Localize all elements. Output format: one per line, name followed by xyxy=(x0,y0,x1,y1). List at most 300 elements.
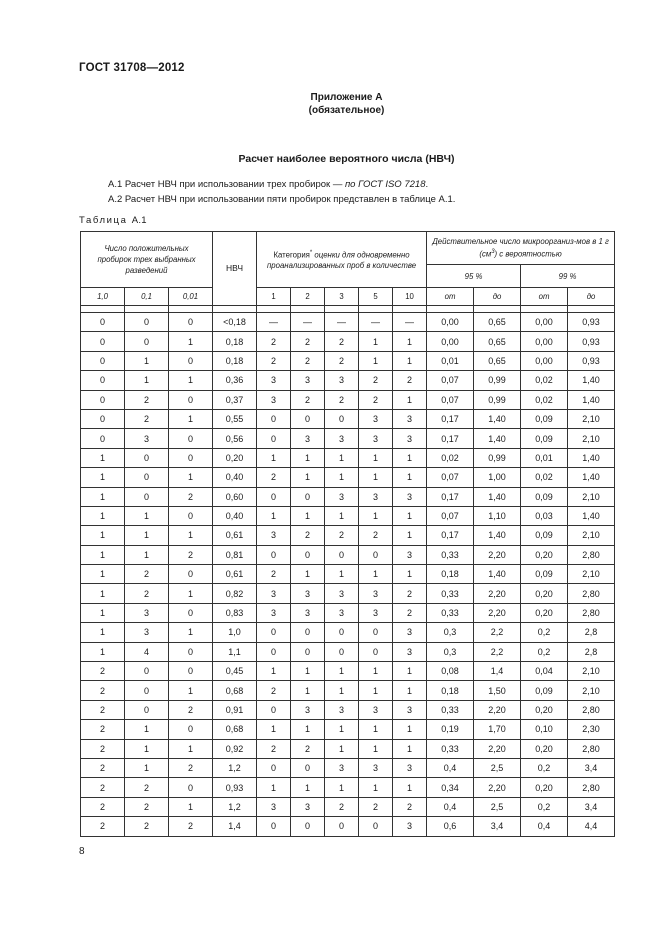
table-row xyxy=(81,797,615,816)
table-cell: 1 xyxy=(125,371,169,390)
table-cell: 0,4 xyxy=(427,758,474,777)
table-cell: 3 xyxy=(325,584,359,603)
table-cell: 1,70 xyxy=(474,720,521,739)
table-cell: 0 xyxy=(169,565,213,584)
table-row xyxy=(81,565,615,584)
table-cell: 1 xyxy=(169,584,213,603)
table-cell: 1,40 xyxy=(568,390,615,409)
header-count: 2 xyxy=(291,288,325,306)
header-category: Категория* оценки для одновременно проанализированных проб в количестве xyxy=(257,232,427,288)
table-cell: 2,20 xyxy=(474,778,521,797)
header-prob-95: 95 % xyxy=(427,265,521,288)
table-cell: 0 xyxy=(169,720,213,739)
table-cell: 2,20 xyxy=(474,584,521,603)
table-cell: 0,61 xyxy=(213,526,257,545)
table-cell: 2 xyxy=(257,565,291,584)
table-cell: 1 xyxy=(81,642,125,661)
table-cell: 1 xyxy=(359,681,393,700)
table-cell: 1 xyxy=(393,390,427,409)
table-cell: 0,91 xyxy=(213,700,257,719)
table-cell: 2 xyxy=(169,545,213,564)
table-row xyxy=(81,351,615,370)
table-cell: 1 xyxy=(81,565,125,584)
table-cell: 2,20 xyxy=(474,545,521,564)
table-cell: 1 xyxy=(325,720,359,739)
table-cell: 0,65 xyxy=(474,313,521,332)
table-cell: 2 xyxy=(291,332,325,351)
table-cell: 3 xyxy=(393,623,427,642)
table-cell: 2,80 xyxy=(568,603,615,622)
table-cell: 0,93 xyxy=(213,778,257,797)
table-cell: 0,09 xyxy=(521,487,568,506)
table-cell: 1,40 xyxy=(568,371,615,390)
table-cell: 2 xyxy=(393,371,427,390)
table-cell: 3 xyxy=(359,758,393,777)
table-cell: 2 xyxy=(81,817,125,836)
table-cell: 1 xyxy=(359,739,393,758)
table-cell: 0,17 xyxy=(427,487,474,506)
table-cell: 2,10 xyxy=(568,681,615,700)
table-row xyxy=(81,429,615,448)
table-cell: 2 xyxy=(359,797,393,816)
table-cell: 2 xyxy=(359,371,393,390)
table-cell: 4,4 xyxy=(568,817,615,836)
table-cell: 1 xyxy=(359,720,393,739)
table-cell: 2 xyxy=(81,720,125,739)
table-cell: 0 xyxy=(325,817,359,836)
table-row xyxy=(81,700,615,719)
table-cell: 2 xyxy=(81,681,125,700)
table-cell: 0,00 xyxy=(427,313,474,332)
table-cell: 3 xyxy=(291,429,325,448)
table-cell: 0 xyxy=(125,468,169,487)
table-cell: 0,3 xyxy=(427,642,474,661)
table-cell: 0 xyxy=(169,778,213,797)
table-cell: 1 xyxy=(257,778,291,797)
table-cell: 3 xyxy=(359,487,393,506)
table-cell: 1 xyxy=(393,739,427,758)
table-cell: 1 xyxy=(393,778,427,797)
table-cell: 0,17 xyxy=(427,409,474,428)
header-count: 10 xyxy=(393,288,427,306)
table-cell: 2 xyxy=(125,584,169,603)
table-row xyxy=(81,390,615,409)
table-cell: 0,40 xyxy=(213,506,257,525)
header-actual-count: Действительное число микроорганиз-мов в 1 г $(см^3)$ с вероятностью xyxy=(427,232,615,265)
table-cell: 3 xyxy=(359,603,393,622)
table-cell: 0 xyxy=(125,487,169,506)
table-cell: 3 xyxy=(359,429,393,448)
table-cell: 0 xyxy=(169,662,213,681)
table-cell: 1 xyxy=(393,662,427,681)
table-cell: 2 xyxy=(257,332,291,351)
table-cell: 3 xyxy=(291,584,325,603)
table-cell: 0 xyxy=(291,487,325,506)
table-cell: 2,80 xyxy=(568,545,615,564)
table-cell: 0,20 xyxy=(521,778,568,797)
header-count: 5 xyxy=(359,288,393,306)
header-prob-99: 99 % xyxy=(521,265,615,288)
header-to: до xyxy=(568,288,615,306)
appendix-title: Приложение А xyxy=(310,92,383,103)
table-cell: 3 xyxy=(325,758,359,777)
table-cell: 2,8 xyxy=(568,642,615,661)
table-row xyxy=(81,448,615,467)
table-cell: 0 xyxy=(125,700,169,719)
paragraph-a2: А.2 Расчет НВЧ при использовании пяти пробирок представлен в таблице А.1. xyxy=(108,194,456,205)
table-cell: 2 xyxy=(81,778,125,797)
table-cell: 2,20 xyxy=(474,700,521,719)
table-cell: 0 xyxy=(257,545,291,564)
table-cell: 1 xyxy=(125,545,169,564)
table-cell: 1 xyxy=(169,797,213,816)
paragraph-a1: А.1 Расчет НВЧ при использовании трех пробирок — по ГОСТ ISO 7218. xyxy=(108,179,429,190)
table-cell: 1 xyxy=(81,448,125,467)
table-cell: 0,04 xyxy=(521,662,568,681)
table-cell: 0 xyxy=(325,642,359,661)
table-cell: 1 xyxy=(291,468,325,487)
table-row xyxy=(81,739,615,758)
table-cell: 0,02 xyxy=(521,390,568,409)
table-cell: 3 xyxy=(257,584,291,603)
table-cell: 1 xyxy=(359,662,393,681)
table-cell: 0,61 xyxy=(213,565,257,584)
table-cell: 0,20 xyxy=(521,584,568,603)
table-cell: 0 xyxy=(169,429,213,448)
table-cell: 2 xyxy=(393,797,427,816)
table-cell: 1,40 xyxy=(474,565,521,584)
table-cell: 0,65 xyxy=(474,332,521,351)
table-cell: 1 xyxy=(125,506,169,525)
table-cell: 2 xyxy=(291,526,325,545)
table-cell: 2 xyxy=(125,565,169,584)
table-cell: 0,68 xyxy=(213,720,257,739)
table-cell: 2 xyxy=(169,487,213,506)
table-cell: 3 xyxy=(359,584,393,603)
table-cell: 1 xyxy=(291,448,325,467)
table-cell: 0,09 xyxy=(521,409,568,428)
table-cell: 1 xyxy=(125,526,169,545)
table-cell: 1 xyxy=(325,778,359,797)
table-cell: 0 xyxy=(81,313,125,332)
table-cell: 0,20 xyxy=(521,700,568,719)
table-cell: 2 xyxy=(169,758,213,777)
table-cell: 0 xyxy=(169,390,213,409)
table-cell: 1 xyxy=(359,332,393,351)
table-cell: 2,5 xyxy=(474,797,521,816)
table-cell: 1 xyxy=(291,720,325,739)
table-cell: 1 xyxy=(359,351,393,370)
table-cell: 2,80 xyxy=(568,778,615,797)
table-cell: 0,2 xyxy=(521,758,568,777)
table-cell: 0 xyxy=(169,603,213,622)
table-cell: 3 xyxy=(393,487,427,506)
table-cell: 3 xyxy=(325,603,359,622)
table-cell: 1 xyxy=(291,565,325,584)
table-cell: 0 xyxy=(125,448,169,467)
table-cell: 0 xyxy=(257,487,291,506)
table-cell: 0,17 xyxy=(427,526,474,545)
table-cell: 2,8 xyxy=(568,623,615,642)
table-cell: 0 xyxy=(325,623,359,642)
table-cell: 1 xyxy=(169,526,213,545)
table-cell: 0,2 xyxy=(521,623,568,642)
document-id: ГОСТ 31708—2012 xyxy=(79,62,185,74)
table-cell: 1 xyxy=(393,720,427,739)
table-cell: 0 xyxy=(257,429,291,448)
table-cell: 1 xyxy=(81,603,125,622)
table-cell: 0 xyxy=(81,429,125,448)
table-cell: 2,10 xyxy=(568,662,615,681)
table-cell: 2 xyxy=(291,351,325,370)
page-number: 8 xyxy=(79,846,85,857)
table-cell: 0,20 xyxy=(521,739,568,758)
table-cell: 3 xyxy=(125,429,169,448)
table-cell: 2 xyxy=(81,700,125,719)
table-cell: 0 xyxy=(125,662,169,681)
table-cell: 0,4 xyxy=(521,817,568,836)
table-cell: 2,5 xyxy=(474,758,521,777)
table-cell: 1 xyxy=(81,584,125,603)
table-cell: 3 xyxy=(291,603,325,622)
table-cell: 1 xyxy=(325,468,359,487)
table-cell: 1 xyxy=(291,681,325,700)
table-cell: 2 xyxy=(125,797,169,816)
table-cell: 1 xyxy=(359,448,393,467)
table-cell: 3 xyxy=(291,371,325,390)
header-dilution: 0,1 xyxy=(125,288,169,306)
table-cell: 1,40 xyxy=(474,526,521,545)
table-row xyxy=(81,526,615,545)
table-cell: 0,10 xyxy=(521,720,568,739)
table-cell: 3 xyxy=(325,700,359,719)
table-cell: 3 xyxy=(359,409,393,428)
table-cell: 0 xyxy=(169,313,213,332)
table-cell: 0 xyxy=(169,448,213,467)
nvch-table xyxy=(80,231,615,837)
table-cell: <0,18 xyxy=(213,313,257,332)
table-cell: 2 xyxy=(325,390,359,409)
table-cell: 0,09 xyxy=(521,681,568,700)
table-cell: 0 xyxy=(257,817,291,836)
table-cell: 0 xyxy=(291,409,325,428)
table-cell: 0,19 xyxy=(427,720,474,739)
table-cell: 2 xyxy=(325,351,359,370)
table-cell: 1 xyxy=(125,720,169,739)
table-cell: 1 xyxy=(169,409,213,428)
table-cell: 0,3 xyxy=(427,623,474,642)
table-cell: 2 xyxy=(81,758,125,777)
table-cell: 0,92 xyxy=(213,739,257,758)
table-cell: 0,08 xyxy=(427,662,474,681)
table-cell: 2,10 xyxy=(568,429,615,448)
table-cell: 3,4 xyxy=(474,817,521,836)
header-dilution: 0,01 xyxy=(169,288,213,306)
table-cell: — xyxy=(291,313,325,332)
table-row xyxy=(81,720,615,739)
table-cell: 1,40 xyxy=(568,468,615,487)
table-cell: 2,80 xyxy=(568,584,615,603)
table-cell: 1,4 xyxy=(213,817,257,836)
table-cell: 2 xyxy=(359,390,393,409)
table-cell: 2 xyxy=(125,778,169,797)
table-cell: 0,09 xyxy=(521,429,568,448)
table-cell: 3 xyxy=(393,545,427,564)
table-cell: 1 xyxy=(325,565,359,584)
table-cell: 1 xyxy=(257,662,291,681)
table-cell: 3 xyxy=(325,371,359,390)
table-cell: 0,00 xyxy=(521,332,568,351)
table-cell: 1 xyxy=(393,468,427,487)
table-cell: 1 xyxy=(257,448,291,467)
table-cell: 0 xyxy=(359,642,393,661)
table-cell: 0,01 xyxy=(427,351,474,370)
table-cell: 1 xyxy=(291,662,325,681)
table-cell: 1 xyxy=(81,468,125,487)
table-cell: 0 xyxy=(169,642,213,661)
table-cell: 1 xyxy=(393,351,427,370)
header-from: от xyxy=(427,288,474,306)
table-cell: 0,55 xyxy=(213,409,257,428)
table-cell: 0,93 xyxy=(568,351,615,370)
table-cell: 0,68 xyxy=(213,681,257,700)
table-cell: 0,83 xyxy=(213,603,257,622)
table-cell: 1,40 xyxy=(568,506,615,525)
table-row xyxy=(81,778,615,797)
table-cell: 0,6 xyxy=(427,817,474,836)
header-count: 3 xyxy=(325,288,359,306)
table-cell: 0,81 xyxy=(213,545,257,564)
table-cell: 3 xyxy=(393,642,427,661)
table-cell: 2 xyxy=(325,332,359,351)
table-cell: 1 xyxy=(359,506,393,525)
table-cell: 1 xyxy=(81,623,125,642)
table-row xyxy=(81,506,615,525)
table-row xyxy=(81,313,615,332)
table-cell: 1 xyxy=(291,778,325,797)
table-cell: 0,18 xyxy=(213,351,257,370)
header-to: до xyxy=(474,288,521,306)
table-cell: 1 xyxy=(393,506,427,525)
section-title: Расчет наиболее вероятного числа (НВЧ) xyxy=(238,153,455,165)
table-row xyxy=(81,603,615,622)
table-cell: 2,10 xyxy=(568,409,615,428)
table-cell: 1 xyxy=(393,565,427,584)
table-cell: 1 xyxy=(393,681,427,700)
table-cell: 2,80 xyxy=(568,739,615,758)
table-cell: 2 xyxy=(169,817,213,836)
table-cell: — xyxy=(393,313,427,332)
table-cell: 0,2 xyxy=(521,642,568,661)
table-cell: 0 xyxy=(359,817,393,836)
table-cell: 0,18 xyxy=(427,681,474,700)
table-cell: 0,93 xyxy=(568,332,615,351)
table-cell: 3 xyxy=(359,700,393,719)
table-cell: 0,37 xyxy=(213,390,257,409)
table-cell: 1 xyxy=(359,778,393,797)
table-cell: 2,2 xyxy=(474,623,521,642)
table-cell: 2 xyxy=(125,390,169,409)
table-cell: 0 xyxy=(81,332,125,351)
table-cell: 0,07 xyxy=(427,506,474,525)
header-positive-tubes: Число положительных пробирок трех выбранных разведений xyxy=(81,232,213,288)
table-cell: 2,20 xyxy=(474,739,521,758)
table-cell: 0 xyxy=(81,390,125,409)
table-row xyxy=(81,487,615,506)
table-cell: 1,00 xyxy=(474,468,521,487)
table-cell: 2 xyxy=(393,584,427,603)
table-cell: 0,00 xyxy=(521,351,568,370)
table-cell: 0,00 xyxy=(427,332,474,351)
table-cell: 0,02 xyxy=(521,468,568,487)
table-cell: 1,2 xyxy=(213,797,257,816)
table-cell: 1 xyxy=(169,468,213,487)
table-cell: 2 xyxy=(81,662,125,681)
table-cell: — xyxy=(325,313,359,332)
appendix-subtitle: (обязательное) xyxy=(308,105,385,116)
table-row xyxy=(81,332,615,351)
table-cell: 2 xyxy=(125,817,169,836)
table-cell: 0,03 xyxy=(521,506,568,525)
table-cell: 2 xyxy=(291,390,325,409)
table-cell: 0 xyxy=(81,409,125,428)
table-caption: Таблица А.1 xyxy=(79,215,147,226)
table-cell: 1 xyxy=(169,623,213,642)
table-cell: 0 xyxy=(291,623,325,642)
table-row xyxy=(81,817,615,836)
table-cell: 2 xyxy=(257,681,291,700)
table-cell: 0,34 xyxy=(427,778,474,797)
header-separator xyxy=(81,306,615,313)
table-cell: 0,82 xyxy=(213,584,257,603)
table-cell: 0 xyxy=(169,506,213,525)
table-cell: 3 xyxy=(291,700,325,719)
table-row xyxy=(81,642,615,661)
table-row xyxy=(81,545,615,564)
table-cell: 1,1 xyxy=(213,642,257,661)
header-dilution: 1,0 xyxy=(81,288,125,306)
table-row xyxy=(81,468,615,487)
table-cell: 2 xyxy=(257,468,291,487)
table-cell: 2 xyxy=(291,739,325,758)
table-cell: 0 xyxy=(125,681,169,700)
table-row xyxy=(81,371,615,390)
header-count: 1 xyxy=(257,288,291,306)
table-cell: 0,00 xyxy=(521,313,568,332)
table-cell: 2 xyxy=(81,739,125,758)
table-cell: 0,02 xyxy=(521,371,568,390)
table-row xyxy=(81,758,615,777)
table-cell: 0 xyxy=(125,313,169,332)
table-cell: 2 xyxy=(325,797,359,816)
table-cell: 0,56 xyxy=(213,429,257,448)
table-cell: 1 xyxy=(81,526,125,545)
table-cell: 1 xyxy=(359,468,393,487)
table-cell: 3,4 xyxy=(568,758,615,777)
table-cell: 1 xyxy=(81,545,125,564)
table-cell: 3 xyxy=(257,371,291,390)
table-cell: 0,20 xyxy=(521,603,568,622)
table-cell: 1,40 xyxy=(474,487,521,506)
table-row xyxy=(81,662,615,681)
table-cell: 0,20 xyxy=(213,448,257,467)
table-cell: 0 xyxy=(291,817,325,836)
table-cell: 1 xyxy=(393,332,427,351)
table-cell: 2 xyxy=(169,700,213,719)
header-from: от xyxy=(521,288,568,306)
table-cell: 2,20 xyxy=(474,603,521,622)
table-cell: 2 xyxy=(325,526,359,545)
